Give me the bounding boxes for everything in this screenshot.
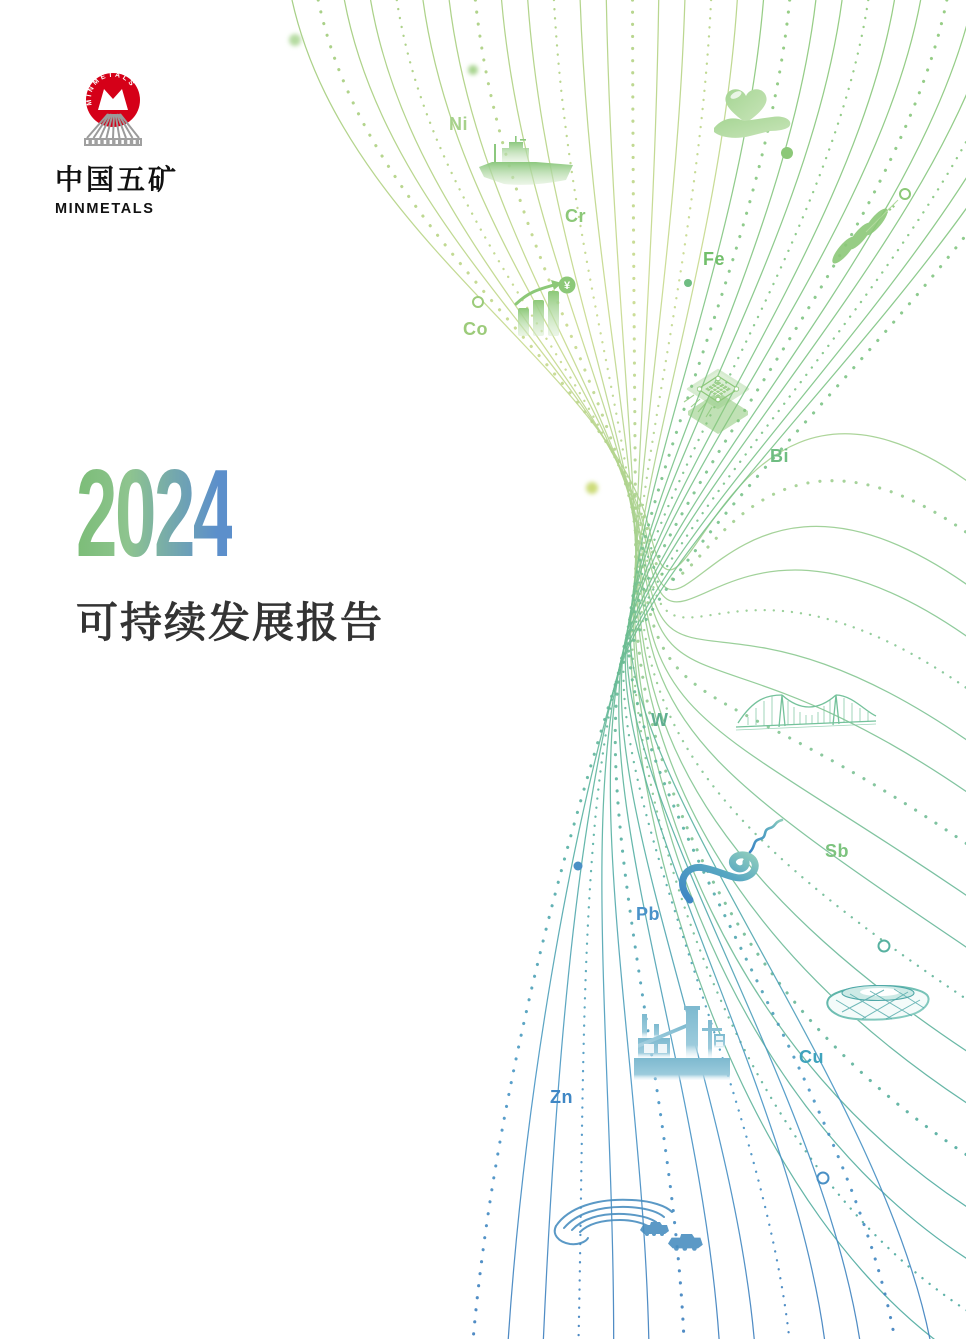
element-label-co: Co bbox=[463, 319, 488, 339]
cover-titles bbox=[76, 445, 385, 650]
minmetals-emblem-icon bbox=[75, 72, 151, 150]
swirl-line bbox=[543, 0, 966, 1339]
element-label-pb: Pb bbox=[636, 904, 661, 924]
swirl-line bbox=[628, 0, 897, 1339]
line-node-dot bbox=[574, 862, 583, 871]
cargo-ship-icon bbox=[479, 136, 573, 185]
element-label-bi: Bi bbox=[770, 446, 789, 466]
wheat-icon bbox=[829, 200, 898, 267]
suspension-bridge-icon bbox=[736, 695, 876, 730]
swirl-line bbox=[631, 0, 966, 1339]
swirl-line bbox=[602, 0, 966, 1339]
report-year: 2024 bbox=[76, 445, 232, 583]
swirl-line bbox=[635, 0, 966, 1223]
swirl-line bbox=[627, 0, 862, 1339]
line-node-dot bbox=[468, 65, 478, 75]
growth-chart-icon bbox=[516, 277, 576, 337]
birds-nest-stadium-icon bbox=[827, 986, 928, 1020]
swirl-line bbox=[606, 0, 966, 1119]
swirl-line bbox=[423, 0, 966, 758]
swirl-line bbox=[632, 0, 966, 1326]
swirl-line bbox=[554, 0, 966, 1016]
line-node-dot bbox=[900, 189, 910, 199]
yuan-symbol: ¥ bbox=[563, 280, 571, 292]
line-node-dot bbox=[781, 147, 793, 159]
element-label-fe: Fe bbox=[703, 249, 726, 269]
line-node-dot bbox=[818, 1173, 829, 1184]
element-label-cr: Cr bbox=[565, 206, 587, 226]
element-label-sb: Sb bbox=[825, 841, 850, 861]
swirl-line bbox=[397, 0, 966, 706]
element-label-zn: Zn bbox=[550, 1087, 573, 1107]
line-node-dot bbox=[473, 297, 483, 307]
open-pit-mine-icon bbox=[555, 1200, 703, 1251]
line-node-dot bbox=[879, 941, 890, 952]
company-logo bbox=[55, 72, 225, 217]
element-label-w: W bbox=[651, 710, 669, 730]
report-title: 可持续发展报告 bbox=[76, 599, 385, 646]
company-name-en: MINMETALS bbox=[55, 201, 155, 217]
swirl-line bbox=[318, 0, 966, 579]
element-label-ni: Ni bbox=[449, 114, 468, 134]
line-node-dot bbox=[586, 482, 598, 494]
factory-icon bbox=[634, 1006, 730, 1080]
element-label-cu: Cu bbox=[799, 1047, 824, 1067]
swirl-line bbox=[621, 0, 894, 1339]
company-name-cn: 中国五矿 bbox=[55, 164, 180, 195]
line-node-dot bbox=[289, 34, 301, 46]
emblem-ring-text: MINMETALS bbox=[85, 72, 137, 106]
swirl-line bbox=[630, 0, 933, 1339]
line-node-dot bbox=[684, 279, 692, 287]
